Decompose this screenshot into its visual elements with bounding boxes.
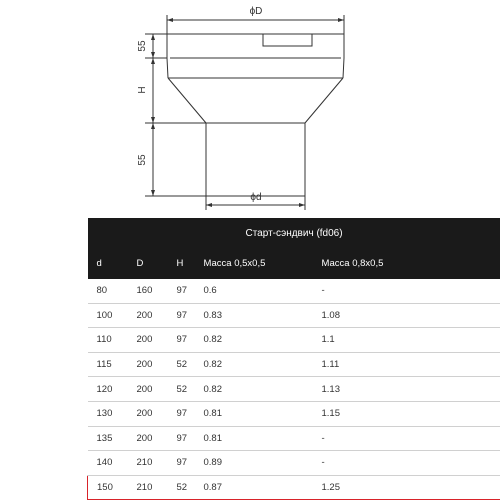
table-cell: 0.82 bbox=[195, 328, 313, 353]
lower-cylinder bbox=[206, 123, 305, 196]
table-row bbox=[88, 279, 500, 303]
header-H: H bbox=[168, 248, 195, 279]
table-cell: 52 bbox=[168, 377, 195, 402]
table-cell: 1.25 bbox=[313, 475, 500, 500]
table-row bbox=[88, 451, 500, 476]
table-cell: 0.87 bbox=[195, 475, 313, 500]
header-mass-05: Масса 0,5x0,5 bbox=[195, 248, 313, 279]
table-cell: 210 bbox=[128, 475, 168, 500]
table-cell: 0.82 bbox=[195, 377, 313, 402]
cone-right bbox=[305, 78, 343, 123]
table-cell: 140 bbox=[88, 451, 128, 476]
table-cell: 0.82 bbox=[195, 352, 313, 377]
table-body bbox=[88, 279, 500, 500]
table-cell: - bbox=[313, 451, 500, 476]
table-cell: 97 bbox=[168, 401, 195, 426]
table-title: Старт-сэндвич (fd06) bbox=[88, 218, 500, 248]
table-row bbox=[88, 401, 500, 426]
top-insert bbox=[263, 34, 312, 46]
table-cell: 100 bbox=[88, 303, 128, 328]
table-cell: 0.6 bbox=[195, 279, 313, 303]
table-cell: 200 bbox=[128, 328, 168, 353]
header-mass-08: Масса 0,8x0,5 bbox=[313, 248, 500, 279]
table-cell: 97 bbox=[168, 328, 195, 353]
table-cell: 150 bbox=[88, 475, 128, 500]
table-cell: 0.83 bbox=[195, 303, 313, 328]
table-row bbox=[88, 426, 500, 451]
table-row bbox=[88, 377, 500, 402]
table-header-row bbox=[88, 248, 500, 279]
table-cell: 200 bbox=[128, 426, 168, 451]
table-cell: 52 bbox=[168, 352, 195, 377]
label-top-height: 55 bbox=[137, 40, 148, 52]
table-cell: 1.11 bbox=[313, 352, 500, 377]
upper-cylinder-outline bbox=[167, 34, 344, 78]
table-title-row bbox=[88, 218, 500, 248]
table-cell: 97 bbox=[168, 451, 195, 476]
table-cell: 80 bbox=[88, 279, 128, 303]
table-cell: 97 bbox=[168, 303, 195, 328]
table-row bbox=[88, 352, 500, 377]
table-cell: 200 bbox=[128, 377, 168, 402]
table-cell: 160 bbox=[128, 279, 168, 303]
table-cell: - bbox=[313, 426, 500, 451]
table-row bbox=[88, 328, 500, 353]
table-cell: 1.1 bbox=[313, 328, 500, 353]
table-cell: 1.08 bbox=[313, 303, 500, 328]
table-cell: 97 bbox=[168, 279, 195, 303]
table-cell: 0.81 bbox=[195, 401, 313, 426]
label-bottom-height: 55 bbox=[137, 154, 148, 166]
spec-table bbox=[87, 218, 500, 500]
table-cell: 120 bbox=[88, 377, 128, 402]
label-H: H bbox=[137, 86, 148, 94]
table-cell: 0.89 bbox=[195, 451, 313, 476]
table-cell: 1.13 bbox=[313, 377, 500, 402]
technical-drawing bbox=[0, 0, 500, 215]
table-cell: 110 bbox=[88, 328, 128, 353]
table-cell: 115 bbox=[88, 352, 128, 377]
table-cell: 200 bbox=[128, 401, 168, 426]
table-cell: 130 bbox=[88, 401, 128, 426]
table-cell: 135 bbox=[88, 426, 128, 451]
cone-left bbox=[168, 78, 206, 123]
label-D: ϕD bbox=[249, 6, 263, 17]
table-row bbox=[88, 475, 500, 500]
table-cell: - bbox=[313, 279, 500, 303]
table-cell: 200 bbox=[128, 303, 168, 328]
table-cell: 0.81 bbox=[195, 426, 313, 451]
table-cell: 210 bbox=[128, 451, 168, 476]
table-row bbox=[88, 303, 500, 328]
table-cell: 97 bbox=[168, 426, 195, 451]
header-D: D bbox=[128, 248, 168, 279]
header-d: d bbox=[88, 248, 128, 279]
table-cell: 1.15 bbox=[313, 401, 500, 426]
table-cell: 200 bbox=[128, 352, 168, 377]
table-cell: 52 bbox=[168, 475, 195, 500]
label-d: ϕd bbox=[250, 192, 262, 203]
